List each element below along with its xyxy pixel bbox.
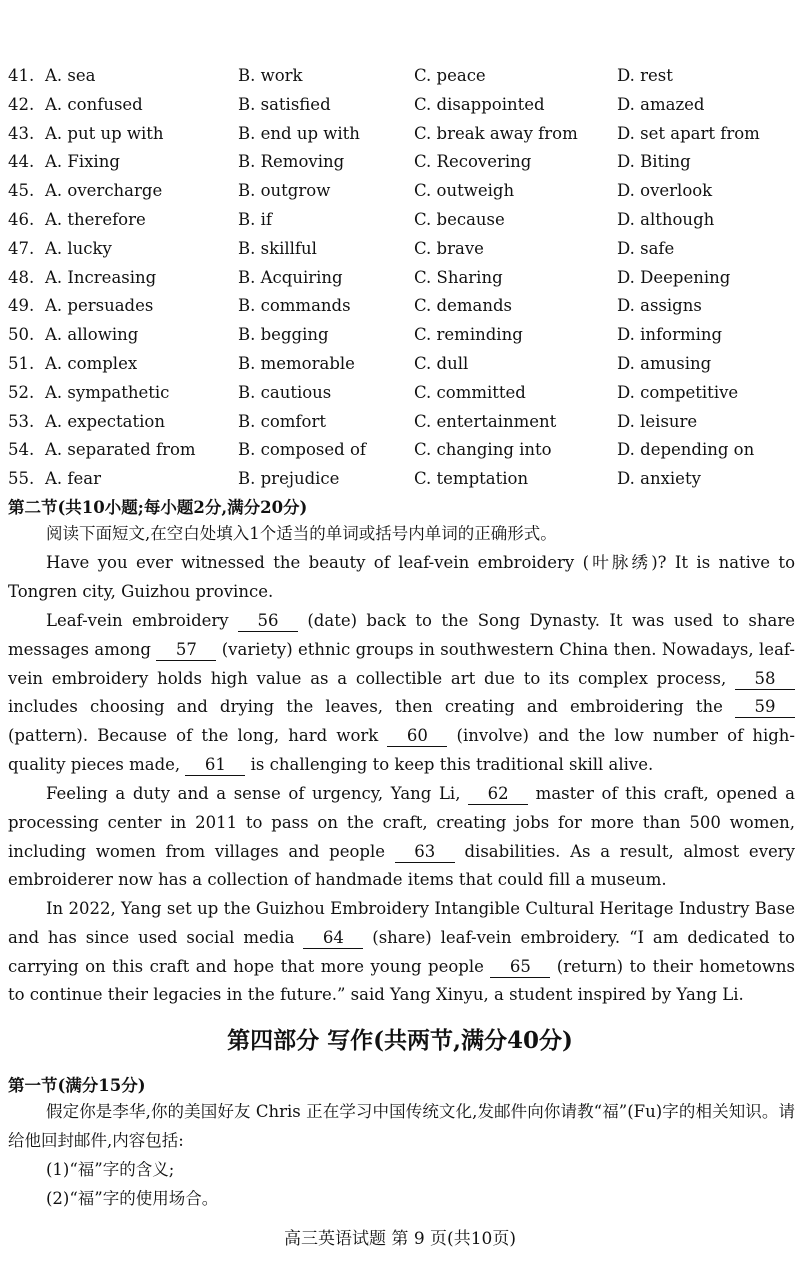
option-row [8, 408, 794, 437]
option-a: A. confused [45, 94, 143, 114]
option-a: A. expectation [45, 411, 165, 431]
blank-63[interactable]: 63 [395, 842, 455, 863]
option-c: C. break away from [414, 123, 578, 143]
option-d: D. leisure [617, 411, 698, 431]
writing-item-1: (1)“福”字的含义; [46, 1160, 175, 1179]
option-row [8, 465, 794, 494]
option-b: B. end up with [238, 123, 360, 143]
option-a: A. complex [45, 353, 138, 373]
option-row [8, 292, 794, 321]
option-c: C. reminding [414, 325, 523, 345]
answer-options-table [8, 62, 794, 494]
passage-text: (pattern). Because of the long, hard work [8, 726, 388, 746]
question-number: 53. [8, 411, 35, 431]
option-c: C. committed [414, 382, 526, 402]
passage-paragraph-1: Have you ever witnessed the beauty of leaf-vein embroidery (叶脉绣)? It is native to Tongren city, Guizhou province. [8, 553, 795, 601]
passage-text: (return) to their hometowns to continue their legacies in the future.” said Yang Xinyu, a student inspired by Yang Li. [8, 956, 795, 1005]
option-row [8, 62, 794, 91]
passage-paragraph-4 [8, 895, 795, 1010]
blank-57[interactable]: 57 [156, 640, 216, 661]
option-d: D. safe [617, 238, 675, 258]
option-a: A. fear [45, 469, 102, 489]
question-number: 42. [8, 94, 35, 114]
option-row [8, 379, 794, 408]
blank-60[interactable]: 60 [387, 726, 447, 747]
option-row [8, 264, 794, 293]
passage-text: (involve) and the low number of high-quality pieces made, [8, 726, 795, 774]
option-c: C. outweigh [414, 181, 515, 201]
passage-text: In 2022, Yang set up the Guizhou Embroidery Intangible Cultural Heritage Industry Base and has since used social media [8, 899, 795, 947]
option-c: C. peace [414, 66, 486, 85]
option-b: B. if [238, 209, 272, 229]
question-number: 52. [8, 382, 35, 402]
option-c: C. temptation [414, 469, 529, 489]
option-b: B. begging [238, 325, 329, 345]
part4-title: 第四部分 写作(共两节,满分40分) [227, 1027, 573, 1054]
option-d: D. Biting [617, 152, 691, 172]
option-a: A. overcharge [45, 181, 163, 201]
option-b: B. Removing [238, 152, 345, 172]
option-c: C. changing into [414, 440, 552, 460]
option-d: D. depending on [617, 440, 755, 460]
passage-text: (date) back to the Song Dynasty. It was used to share messages among [8, 611, 795, 659]
question-number: 49. [8, 296, 35, 316]
question-number: 55. [8, 469, 35, 489]
option-row [8, 350, 794, 379]
passage-paragraph-2 [8, 607, 795, 780]
passage-text: Feeling a duty and a sense of urgency, Yang Li, [46, 784, 469, 803]
option-c: C. Recovering [414, 152, 532, 172]
option-b: B. work [238, 66, 303, 85]
option-d: D. set apart from [617, 123, 760, 143]
option-b: B. satisfied [238, 94, 331, 114]
question-number: 41. [8, 66, 35, 85]
blank-64[interactable]: 64 [303, 928, 363, 949]
option-c: C. dull [414, 353, 469, 373]
option-b: B. cautious [238, 382, 332, 402]
option-b: B. comfort [238, 411, 326, 431]
section2-instruction: 阅读下面短文,在空白处填入1个适当的单词或括号内单词的正确形式。 [46, 524, 557, 543]
option-a: A. sea [45, 66, 96, 85]
option-a: A. persuades [45, 296, 154, 316]
writing-item-2: (2)“福”字的使用场合。 [46, 1189, 219, 1208]
question-number: 47. [8, 238, 35, 258]
blank-59[interactable]: 59 [735, 697, 795, 718]
question-number: 50. [8, 325, 35, 345]
passage-paragraph-3 [8, 780, 795, 895]
part4-section1-heading: 第一节(满分15分) [8, 1076, 146, 1095]
option-row [8, 235, 794, 264]
option-a: A. allowing [45, 325, 139, 345]
question-number: 48. [8, 267, 35, 287]
option-row [8, 436, 794, 465]
option-c: C. Sharing [414, 267, 503, 287]
option-b: B. prejudice [238, 469, 340, 489]
passage-text: includes choosing and drying the leaves, then creating and embroidering the [8, 697, 735, 717]
option-d: D. overlook [617, 181, 713, 201]
option-row [8, 91, 794, 120]
option-c: C. brave [414, 238, 484, 258]
option-a: A. Increasing [45, 267, 157, 287]
option-row [8, 148, 794, 177]
question-number: 51. [8, 353, 35, 373]
option-a: A. put up with [45, 123, 164, 143]
option-d: D. Deepening [617, 267, 731, 287]
option-d: D. competitive [617, 382, 739, 402]
section2-heading: 第二节(共10小题;每小题2分,满分20分) [8, 498, 308, 517]
question-number: 45. [8, 181, 35, 201]
option-c: C. demands [414, 296, 512, 316]
question-number: 46. [8, 209, 35, 229]
option-b: B. skillful [238, 238, 317, 258]
question-number: 54. [8, 440, 35, 460]
option-a: A. lucky [45, 238, 112, 258]
option-d: D. although [617, 209, 715, 229]
passage-text: (variety) ethnic groups in southwestern China then. Nowadays, leaf-vein embroidery holds high value as a collectible art due to its complex process, [8, 639, 796, 688]
option-c: C. because [414, 209, 505, 229]
option-row [8, 177, 794, 206]
option-d: D. amazed [617, 94, 705, 114]
option-d: D. informing [617, 325, 723, 345]
option-a: A. separated from [45, 440, 196, 460]
option-row [8, 321, 794, 350]
option-d: D. amusing [617, 353, 712, 373]
passage-text: (share) leaf-vein embroidery. “I am dedicated to carrying on this craft and hope that more young people [8, 927, 795, 976]
option-row [8, 206, 794, 235]
option-c: C. entertainment [414, 411, 557, 431]
option-row [8, 120, 794, 149]
option-a: A. Fixing [45, 152, 120, 172]
option-b: B. outgrow [238, 181, 331, 201]
option-d: D. rest [617, 66, 673, 85]
passage-text: disabilities. As a result, almost every embroiderer now has a collection of handmade items that could fill a museum. [8, 841, 795, 890]
blank-56[interactable]: 56 [238, 611, 298, 632]
passage-text: is challenging to keep this traditional skill alive. [245, 754, 654, 774]
passage-text: Leaf-vein embroidery [46, 611, 238, 630]
option-b: B. composed of [238, 440, 367, 460]
option-c: C. disappointed [414, 94, 545, 114]
question-number: 44. [8, 152, 35, 172]
blank-65[interactable]: 65 [490, 957, 550, 978]
blank-62[interactable]: 62 [468, 784, 528, 805]
passage-text: master of this craft, opened a processing center in 2011 to pass on the craft, creating jobs for more than 500 women, including women from villages and people [8, 784, 795, 861]
option-d: D. assigns [617, 296, 702, 316]
writing-prompt: 假定你是李华,你的美国好友 Chris 正在学习中国传统文化,发邮件向你请教“福”(Fu)字的相关知识。请给他回封邮件,内容包括: [8, 1102, 795, 1150]
page-footer: 高三英语试题 第 9 页(共10页) [284, 1229, 516, 1249]
question-number: 43. [8, 123, 35, 143]
option-b: B. commands [238, 296, 351, 316]
option-b: B. Acquiring [238, 267, 343, 287]
option-b: B. memorable [238, 353, 355, 373]
option-a: A. therefore [45, 209, 146, 229]
blank-61[interactable]: 61 [185, 755, 245, 776]
blank-58[interactable]: 58 [735, 669, 795, 690]
option-a: A. sympathetic [45, 382, 170, 402]
option-d: D. anxiety [617, 469, 701, 489]
